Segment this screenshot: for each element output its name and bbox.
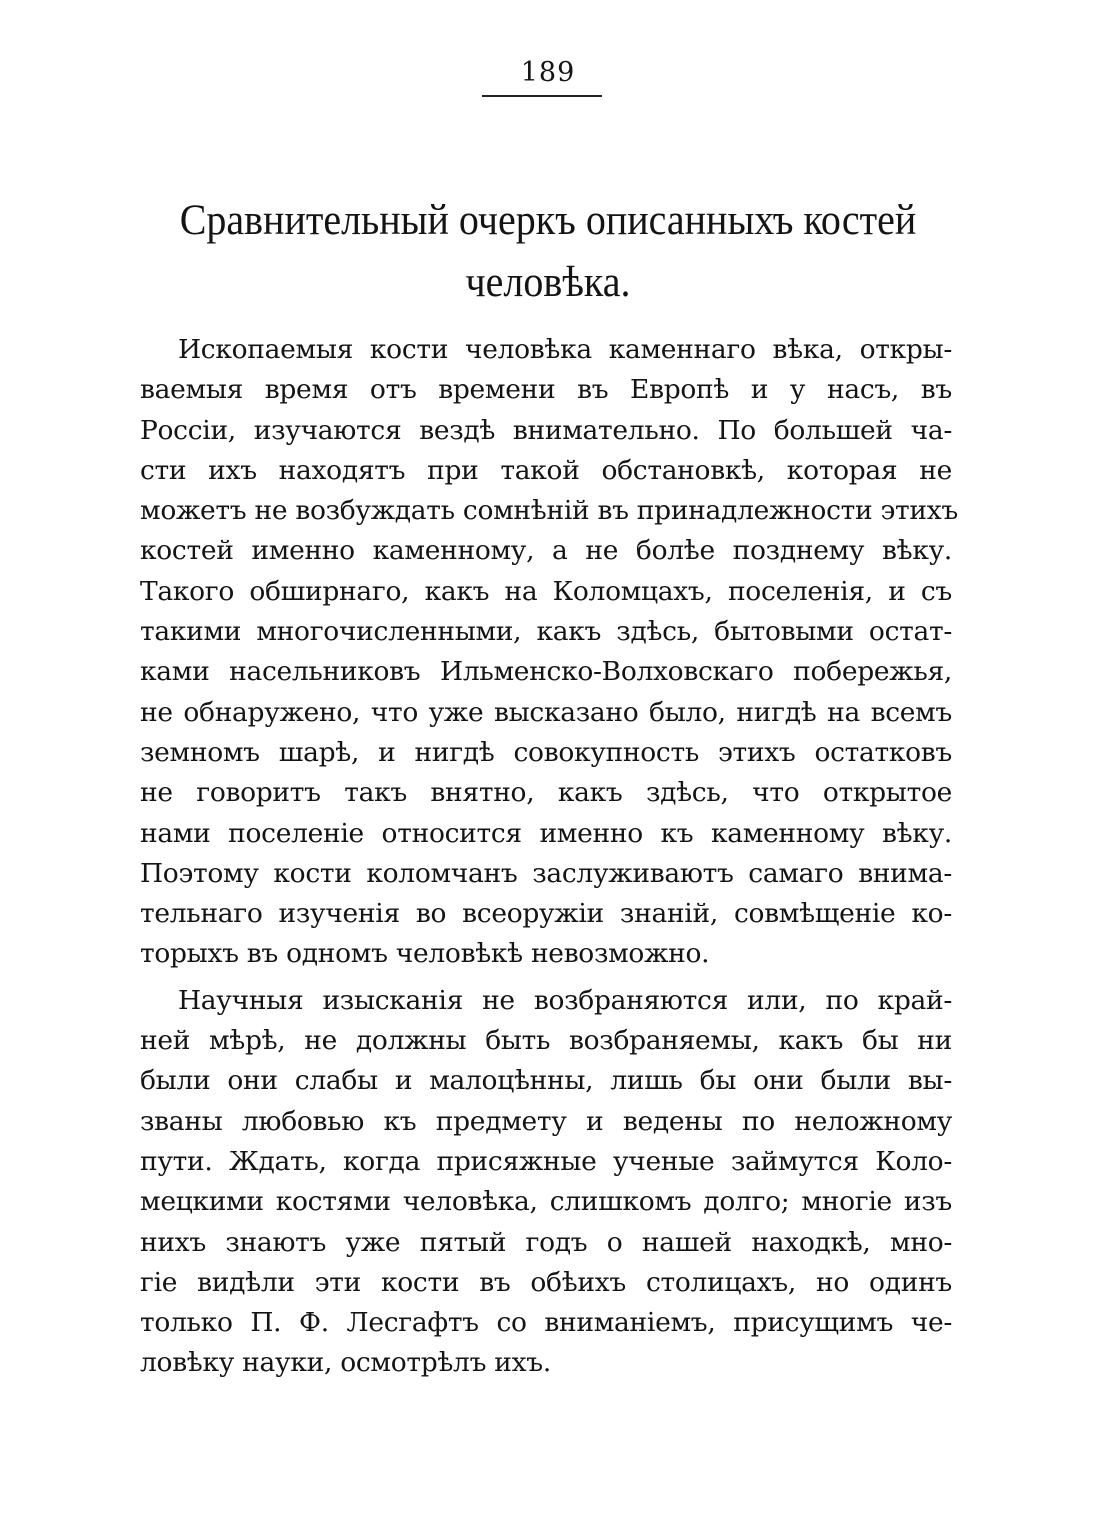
page-number-rule <box>482 95 602 97</box>
text-line: торыхъ въ одномъ человѣкѣ невозможно. <box>140 938 710 970</box>
text-line: такими многочисленными, какъ здѣсь, бытовыми остат- <box>140 616 952 648</box>
text-line: нихъ знаютъ уже пятый годъ о нашей находкѣ, мно- <box>140 1226 952 1258</box>
page-number: 189 <box>520 57 576 88</box>
text-line: можетъ не возбуждать сомнѣній въ принадлежности этихъ <box>140 495 958 527</box>
paragraph-2 <box>140 981 952 1384</box>
paragraph-1 <box>140 330 958 975</box>
text-line: Научныя изысканія не возбраняются или, по край- <box>178 984 952 1016</box>
text-line: тельнаго изученія во всеоружіи знаній, совмѣщеніе ко- <box>140 898 952 930</box>
text-line: только П. Ф. Лесгафтъ со вниманіемъ, присущимъ че- <box>140 1307 952 1339</box>
text-line: пути. Ждать, когда присяжные ученые займутся Коло- <box>140 1145 952 1177</box>
text-line: земномъ шарѣ, и нигдѣ совокупность этихъ остатковъ <box>140 736 952 768</box>
text-line: ловѣку науки, осмотрѣлъ ихъ. <box>140 1347 551 1379</box>
text-line: ками насельниковъ Ильменско-Волховскаго побережья, <box>140 656 952 688</box>
text-line: ней мѣрѣ, не должны быть возбраняемы, какъ бы ни <box>140 1025 952 1057</box>
chapter-title <box>150 190 946 314</box>
text-line: не обнаружено, что уже высказано было, нигдѣ на всемъ <box>140 696 952 728</box>
text-line: были они слабы и малоцѣнны, лишь бы они были вы- <box>140 1065 952 1097</box>
text-line: ваемыя время отъ времени въ Европѣ и у насъ, въ <box>140 374 952 406</box>
text-line: Ископаемыя кости человѣка каменнаго вѣка, откры- <box>178 334 952 365</box>
text-line: гіе видѣли эти кости въ обѣихъ столицахъ, но одинъ <box>140 1266 952 1298</box>
text-line: Такого обширнаго, какъ на Коломцахъ, поселенія, и съ <box>140 575 952 607</box>
text-line: костей именно каменному, а не болѣе позднему вѣку. <box>140 535 952 567</box>
text-line: званы любовью къ предмету и ведены по неложному <box>140 1105 952 1137</box>
text-line: сти ихъ находятъ при такой обстановкѣ, которая не <box>140 454 952 486</box>
body-text <box>140 330 958 1384</box>
chapter-title-line-1: Сравнительный очеркъ описанныхъ костей <box>179 197 917 244</box>
text-line: не говоритъ такъ внятно, какъ здѣсь, что открытое <box>140 777 952 809</box>
text-line: Поэтому кости коломчанъ заслуживаютъ самаго внима- <box>140 857 952 889</box>
text-line: нами поселеніе относится именно къ каменному вѣку. <box>140 817 952 849</box>
text-line: Россіи, изучаются вездѣ внимательно. По большей ча- <box>140 414 952 446</box>
text-line: мецкими костями человѣка, слишкомъ долго; многіе изъ <box>140 1186 952 1218</box>
chapter-title-line-2: человѣка. <box>465 259 631 306</box>
